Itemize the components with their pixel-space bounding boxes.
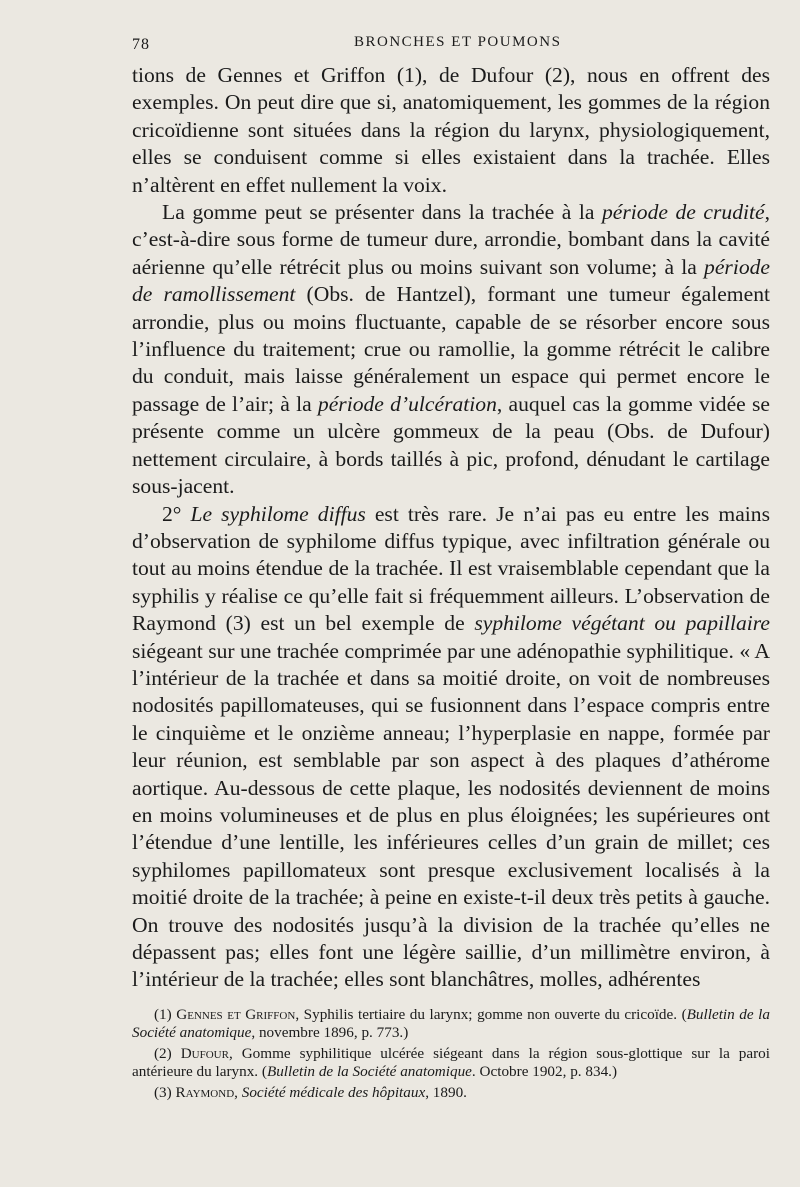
text-run: , 1890. (425, 1083, 467, 1101)
text-run: . Octobre 1902, p. 834.) (471, 1063, 618, 1081)
cited-author: Dufour (180, 1044, 229, 1062)
text-run: , novembre 1896, p. 773.) (251, 1024, 409, 1042)
text-run: 2° (162, 501, 191, 526)
italic-text: Bulletin de la Société anatomique (266, 1063, 472, 1081)
text-run: , Gomme syphilitique ulcérée siégeant dans la région sous-glottique sur la paroi antérieure du larynx. ( (132, 1044, 770, 1081)
footnotes (132, 1006, 770, 1103)
text-run: (2) (154, 1044, 181, 1062)
text-run: La gomme peut se présenter dans la trachée à la (162, 200, 602, 225)
text-run: , (234, 1083, 242, 1101)
text-run: , Syphilis tertiaire du larynx; gomme non ouverte du cricoïde. ( (295, 1005, 687, 1023)
paragraph-2 (132, 199, 770, 500)
italic-text: période de ramollissement (132, 254, 770, 307)
text-run: , c’est-à-dire sous forme de tumeur dure, arrondie, bombant dans la cavité aérienne qu’elle rétrécit plus ou moins suivant son volume; à la (132, 200, 770, 279)
italic-text: Société médicale des hôpitaux (241, 1083, 426, 1101)
page-header (132, 34, 770, 62)
text-run: (3) (154, 1083, 176, 1101)
text-run: tions de Gennes et Griffon (1), de Dufour (2), nous en offrent des exemples. On peut dire que si, anatomiquement, les gommes de la région cricoïdienne sont situées dans la région du larynx, physiologiquement, elles se conduisent comme si elles existaient dans la trachée. Elles n’altèrent en effet nullement la voix. (132, 63, 770, 197)
text-run: , auquel cas la gomme vidée se présente comme un ulcère gommeux de la peau (Obs. de Dufour) nettement circulaire, à bords taillés à pic, profond, dénudant le cartilage sous-jacent. (132, 391, 770, 499)
italic-text: syphilome végétant ou papillaire (474, 611, 770, 636)
text-run: est très rare. Je n’ai pas eu entre les mains d’observation de syphilome diffus typique, avec infiltration générale ou tout au moins étendue de la trachée. Il est vraisemblable cependant que la syphilis y réalise ce qu’elle fait si fréquemment ailleurs. L’observation de Raymond (3) est un bel exemple de (132, 501, 770, 636)
body-text (132, 62, 770, 994)
running-title: BRONCHES ET POUMONS (354, 34, 562, 50)
italic-text: Le syphilome diffus (190, 501, 366, 526)
text-run: (1) (154, 1005, 177, 1023)
footnote-2 (132, 1045, 770, 1082)
page-number: 78 (132, 36, 150, 53)
footnote-3 (132, 1084, 770, 1103)
text-run: siégeant sur une trachée comprimée par une adénopathie syphilitique. « A l’intérieur de la trachée et dans sa moitié droite, on voit de nombreuses nodosités papillomateuses, qui se fusionnent dans l’espace compris entre le cinquième et le onzième anneau; l’hyperplasie en nappe, formée par leur réunion, est semblable par son aspect à des plaques d’athérome aortique. Au-dessous de cette plaque, les nodosités deviennent de moins en moins volumineuses et de plus en plus éloignées; les supérieures ont l’étendue d’une lentille, les inférieures celles d’un grain de millet; ces syphilomes papillomateux sont presque exclusivement localisés à la moitié droite de la trachée; à peine en existe-t-il deux très petits à gauche. On trouve des nodosités jusqu’à la division de la trachée qu’elles ne dépassent pas; elles font une légère saillie, d’un millimètre environ, à l’intérieur de la trachée; elles sont blanchâtres, molles, adhérentes (132, 638, 770, 992)
footnote-1 (132, 1006, 770, 1043)
italic-text: période de crudité (601, 200, 765, 225)
paragraph-1 (132, 62, 770, 199)
cited-author: Gennes et Griffon (176, 1005, 296, 1023)
text-run: (Obs. de Hantzel), formant une tumeur également arrondie, plus ou moins fluctuante, capable de se résorber encore sous l’influence du traitement; crue ou ramollie, la gomme rétrécit le calibre du conduit, mais laisse généralement un espace qui permet encore le passage de l’air; à la (132, 282, 770, 416)
italic-text: Bulletin de la Société anatomique (132, 1005, 770, 1042)
paragraph-3 (132, 501, 770, 994)
italic-text: période d’ulcération (317, 391, 497, 416)
cited-author: Raymond (175, 1083, 235, 1101)
